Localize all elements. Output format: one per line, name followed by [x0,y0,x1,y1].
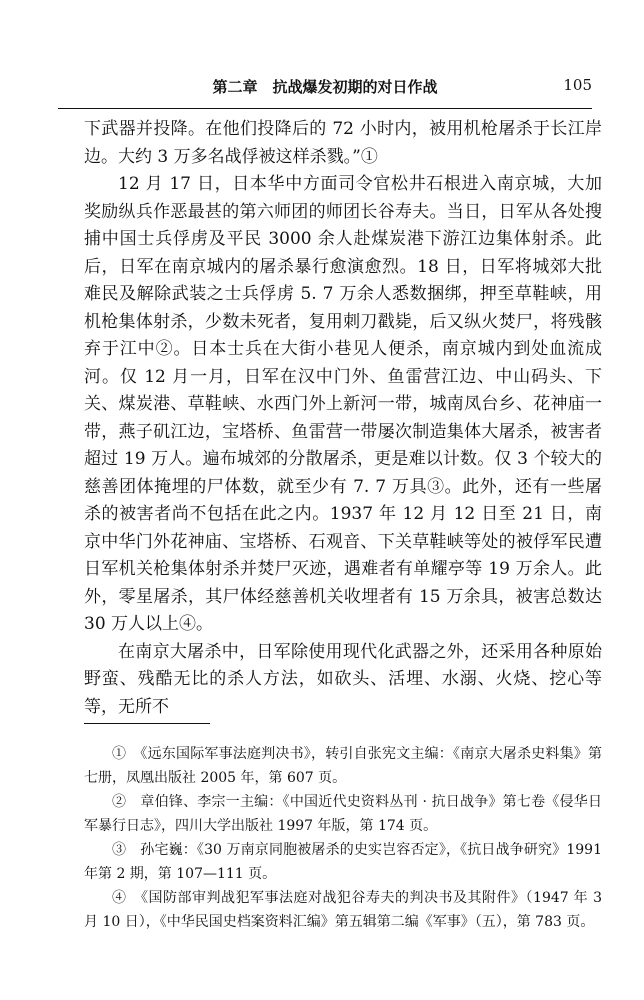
running-header [58,76,592,104]
chapter-title: 第二章 抗战爆发初期的对日作战 [212,78,438,96]
main-text [84,116,602,721]
footnote-1: ① 《远东国际军事法庭判决书》，转引自张宪文主编：《南京大屠杀史料集》第七册，凤凰出版社 2005 年，第 607 页。 [84,746,602,786]
footnotes [84,742,602,934]
footnote-rule [84,723,210,724]
paragraph-1: 下武器并投降。在他们投降后的 72 小时内，被用机枪屠杀于长江岸边。大约 3 万多名战俘被这样杀戮。”① [84,119,602,167]
footnote-3: ③ 孙宅巍：《30 万南京同胞被屠杀的史实岂容否定》，《抗日战争研究》1991 年第 2 期，第 107—111 页。 [84,842,602,882]
footnote-2: ② 章伯锋、李宗一主编：《中国近代史资料丛刊 · 抗日战争》第七卷《侵华日军暴行日志》，四川大学出版社 1997 年版，第 174 页。 [84,794,602,834]
footnote-4: ④ 《国防部审判战犯军事法庭对战犯谷寿夫的判决书及其附件》（1947 年 3 月 10 日），《中华民国史档案资料汇编》第五辑第二编《军事》（五），第 783 页。 [84,890,602,930]
paragraph-3: 在南京大屠杀中，日军除使用现代化武器之外，还采用各种原始野蛮、残酷无比的杀人方法，如砍头、活埋、水溺、火烧、挖心等等，无所不 [84,641,602,717]
paragraph-2: 12 月 17 日，日本华中方面司令官松井石根进入南京城，大加奖励纵兵作恶最甚的第六师团的师团长谷寿夫。当日，日军从各处搜捕中国士兵俘虏及平民 3000 余人赴煤炭港下游江边集体射杀。此后，日军在南京城内的屠杀暴行愈演愈烈。18 日，日军将城郊大批难民及解除武装之士兵俘虏 5. 7 万余人悉数捆绑，押至草鞋峡，用机枪集体射杀，少数未死者，复用刺刀戳毙，后又纵火焚尸，将残骸弃于江中②。日本士兵在大街小巷见人便杀，南京城内到处血流成河。仅 12 月一月，日军在汉中门外、鱼雷营江边、中山码头、下关、煤炭港、草鞋峡、水西门外上新河一带，城南凤台乡、花神庙一带，燕子矶江边，宝塔桥、鱼雷营一带屡次制造集体大屠杀，被害者超过 19 万人。遍布城郊的分散屠杀，更是难以计数。仅 3 个较大的慈善团体掩埋的尸体数，就至少有 7. 7 万具③。此外，还有一些屠杀的被害者尚不包括在此之内。1937 年 12 月 12 日至 21 日，南京中华门外花神庙、宝塔桥、石观音、下关草鞋峡等处的被俘军民遭日军机关枪集体射杀并焚尸灭迹，遇难者有单耀亭等 19 万余人。此外，零星屠杀，其尸体经慈善机关收埋者有 15 万余具，被害总数达 30 万人以上④。 [84,174,602,634]
page-number: 105 [563,76,592,94]
header-rule [58,108,592,109]
